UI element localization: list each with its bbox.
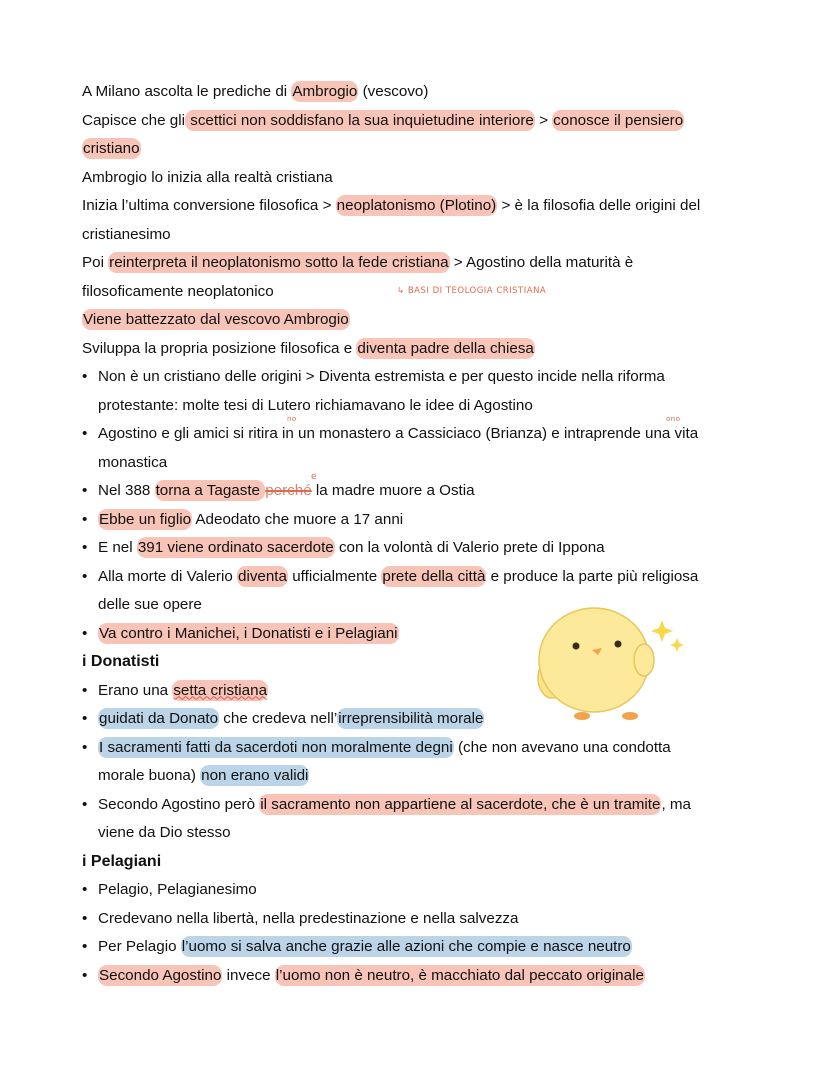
- handwritten-correction-intraprendono: ono: [666, 415, 681, 423]
- text-line: [82, 192, 762, 221]
- bullet-icon: •: [82, 368, 88, 385]
- highlighted-text: Ebbe un figlio: [99, 510, 192, 528]
- highlighted-text: conosce il pensiero: [553, 111, 684, 129]
- bullet-item: [82, 933, 762, 962]
- highlighted-text: neoplatonismo (Plotino): [336, 197, 497, 214]
- text-segment: Inizia l’ultima conversione filosofica >: [82, 197, 336, 214]
- handwritten-note-basi: ↳ BASI DI TEOLOGIA CRISTIANA: [397, 286, 547, 296]
- text-segment: Alla morte di Valerio: [98, 567, 237, 585]
- text-line: [82, 135, 762, 164]
- bullet-item: [82, 791, 762, 820]
- text-segment: E nel: [98, 539, 137, 556]
- bullet-item: [82, 363, 762, 392]
- text-segment: Poi: [82, 254, 109, 271]
- bullet-item: [82, 962, 762, 991]
- bullet-icon: •: [82, 624, 88, 642]
- text-segment: morale buona): [98, 767, 201, 784]
- text-line: [82, 306, 762, 335]
- text-line: [82, 762, 762, 791]
- bullet-item: [82, 876, 762, 905]
- bullet-icon: •: [82, 938, 88, 955]
- text-segment: Nel 388: [98, 482, 155, 499]
- bullet-icon: •: [82, 795, 88, 813]
- highlighted-text: prete della città: [382, 567, 486, 585]
- text-segment: che credeva nell’: [219, 710, 338, 727]
- text-segment: Per Pelagio: [98, 938, 181, 955]
- highlighted-text: Viene battezzato dal vescovo Ambrogio: [83, 311, 349, 328]
- text-segment: ufficialmente: [287, 567, 382, 585]
- text-segment: i Donatisti: [82, 653, 160, 670]
- struck-text: perché: [265, 482, 312, 499]
- text-segment: protestante: molte tesi di Lutero richiamavano le idee di Agostino: [98, 396, 533, 414]
- highlighted-text: diventa padre della chiesa: [357, 339, 534, 357]
- text-segment: (vescovo): [358, 83, 429, 100]
- text-line: [82, 221, 762, 250]
- highlighted-text: reinterpreta il neoplatonismo sotto la fede cristiana: [109, 254, 449, 271]
- highlighted-text: l’uomo si salva anche grazie alle azioni che compie e nasce neutro: [181, 938, 631, 955]
- highlighted-text: guidati da Donato: [99, 710, 219, 727]
- bullet-item: [82, 734, 762, 763]
- text-segment: filosoficamente neoplatonico: [82, 282, 274, 300]
- text-segment: >: [534, 111, 553, 129]
- text-segment: A Milano ascolta le prediche di: [82, 83, 292, 100]
- text-segment: invece: [222, 966, 275, 984]
- text-line: [82, 164, 762, 193]
- text-segment: > è la filosofia delle origini del: [497, 197, 701, 214]
- text-segment: Erano una: [98, 681, 173, 699]
- text-segment: Non è un cristiano delle origini > Diventa estremista e per questo incide nella riforma: [98, 368, 665, 385]
- text-line: [82, 449, 762, 478]
- text-segment: cristianesimo: [82, 225, 171, 243]
- highlighted-text: Va contro i Manichei, i Donatisti e i Pelagiani: [99, 624, 398, 642]
- bullet-item: [82, 477, 762, 506]
- bullet-item: [82, 420, 762, 449]
- bullet-icon: •: [82, 881, 88, 898]
- text-segment: Secondo Agostino però: [98, 795, 260, 813]
- bullet-item: [82, 506, 762, 535]
- text-line: [82, 107, 762, 136]
- text-segment: Capisce che gli: [82, 111, 185, 129]
- text-line: [82, 819, 762, 848]
- chick-sticker-icon: [522, 598, 692, 728]
- highlighted-text: non erano validi: [201, 767, 309, 784]
- text-segment: Adeodato che muore a 17 anni: [192, 510, 404, 528]
- bullet-icon: •: [82, 510, 88, 528]
- text-line: [82, 249, 762, 278]
- bullet-icon: •: [82, 482, 88, 499]
- handwritten-correction-ritirano: no: [287, 415, 297, 423]
- highlighted-text: cristiano: [83, 140, 140, 157]
- highlighted-text: irreprensibilità morale: [338, 710, 484, 727]
- text-segment: Ambrogio lo inizia alla realtà cristiana: [82, 168, 333, 186]
- text-segment: Pelagio, Pelagianesimo: [98, 881, 257, 898]
- text-segment: viene da Dio stesso: [98, 824, 231, 841]
- highlighted-text: torna a Tagaste: [155, 482, 265, 499]
- text-segment: Sviluppa la propria posizione filosofica e: [82, 339, 357, 357]
- bullet-icon: •: [82, 738, 88, 756]
- text-line: [82, 78, 762, 107]
- text-line: [82, 392, 762, 421]
- bullet-icon: •: [82, 425, 88, 442]
- bullet-icon: •: [82, 567, 88, 585]
- text-segment: e produce la parte più religiosa: [486, 567, 699, 585]
- text-segment: , ma: [661, 795, 691, 813]
- bullet-item: [82, 905, 762, 934]
- highlighted-text: scettici non soddisfano la sua inquietudine interiore: [186, 111, 534, 129]
- highlighted-text: I sacramenti fatti da sacerdoti non moralmente degni: [99, 738, 453, 756]
- bullet-icon: •: [82, 909, 88, 927]
- text-segment: monastica: [98, 453, 168, 471]
- highlighted-text: il sacramento non appartiene al sacerdote, che è un tramite: [260, 795, 661, 813]
- bullet-icon: •: [82, 710, 88, 727]
- bullet-item: [82, 534, 762, 563]
- text-segment: con la volontà di Valerio prete di Ippona: [334, 539, 605, 556]
- highlighted-text: setta cristiana: [173, 681, 268, 699]
- bullet-icon: •: [82, 539, 88, 556]
- text-segment: delle sue opere: [98, 596, 202, 613]
- text-segment: Credevano nella libertà, nella predestinazione e nella salvezza: [98, 909, 519, 927]
- highlighted-text: 391 viene ordinato sacerdote: [137, 539, 334, 556]
- text-line: [82, 335, 762, 364]
- text-segment: la madre muore a Ostia: [311, 482, 475, 499]
- document-body: [82, 78, 762, 990]
- section-heading: [82, 848, 762, 877]
- highlighted-text: Ambrogio: [292, 83, 358, 100]
- bullet-item: [82, 563, 762, 592]
- highlighted-text: l’uomo non è neutro, è macchiato dal peccato originale: [275, 966, 644, 984]
- highlighted-text: Secondo Agostino: [99, 966, 222, 984]
- text-segment: (che non avevano una condotta: [453, 738, 671, 756]
- highlighted-text: diventa: [238, 567, 287, 585]
- handwritten-correction-poiche: e: [311, 472, 318, 482]
- text-segment: Agostino e gli amici si ritira in un monastero a Cassiciaco (Brianza) e intraprende una vita: [98, 425, 699, 442]
- text-segment: > Agostino della maturità è: [449, 254, 634, 271]
- bullet-icon: •: [82, 966, 88, 984]
- text-segment: i Pelagiani: [82, 852, 162, 870]
- bullet-icon: •: [82, 681, 88, 699]
